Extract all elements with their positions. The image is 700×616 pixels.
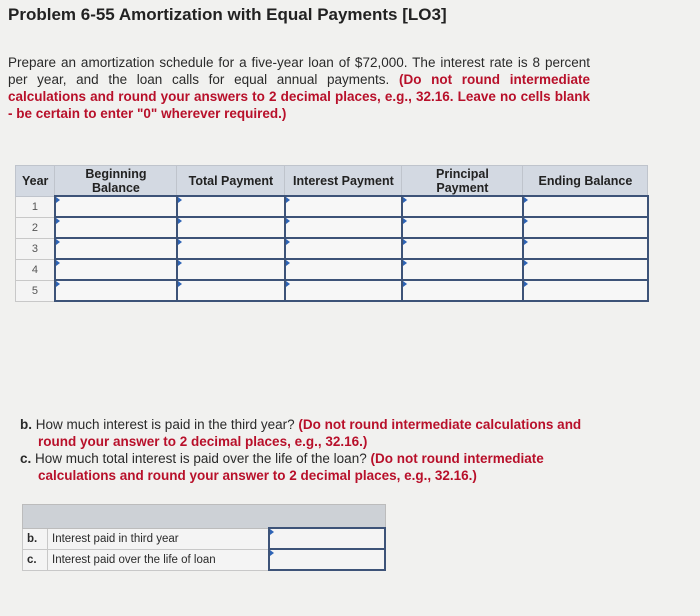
col-header-interest-payment: Interest Payment	[285, 166, 402, 197]
col-header-principal-payment: Principal Payment	[402, 166, 523, 197]
beginning-balance-input[interactable]	[55, 280, 177, 301]
beginning-balance-input[interactable]	[55, 259, 177, 280]
table-row	[16, 196, 648, 217]
beginning-balance-input[interactable]	[55, 217, 177, 238]
total-payment-input[interactable]	[177, 238, 285, 259]
total-payment-input[interactable]	[177, 259, 285, 280]
table-row	[16, 217, 648, 238]
col-header-ending-balance: Ending Balance	[523, 166, 648, 197]
principal-payment-input[interactable]	[402, 238, 523, 259]
question-b-label: b.	[20, 417, 32, 432]
answers-header	[23, 505, 386, 529]
ending-balance-input[interactable]	[523, 280, 648, 301]
table-row	[16, 259, 648, 280]
ending-balance-input[interactable]	[523, 217, 648, 238]
interest-payment-input[interactable]	[285, 196, 402, 217]
ending-balance-input[interactable]	[523, 259, 648, 280]
ending-balance-input[interactable]	[523, 238, 648, 259]
page-title: Problem 6-55 Amortization with Equal Payments [LO3]	[8, 5, 447, 24]
instructions	[8, 54, 590, 122]
year-cell: 4	[16, 259, 55, 280]
col-header-year: Year	[16, 166, 55, 197]
question-c-text: How much total interest is paid over the life of the loan?	[35, 451, 367, 466]
ending-balance-input[interactable]	[523, 196, 648, 217]
col-header-beginning-balance: Beginning Balance	[55, 166, 177, 197]
table-row	[16, 280, 648, 301]
year-cell: 2	[16, 217, 55, 238]
interest-payment-input[interactable]	[285, 217, 402, 238]
answer-b-input[interactable]	[269, 528, 385, 549]
col-header-total-payment: Total Payment	[177, 166, 285, 197]
answer-c-input[interactable]	[269, 549, 385, 570]
interest-payment-input[interactable]	[285, 280, 402, 301]
year-cell: 3	[16, 238, 55, 259]
interest-payment-input[interactable]	[285, 259, 402, 280]
year-cell: 1	[16, 196, 55, 217]
total-payment-input[interactable]	[177, 280, 285, 301]
principal-payment-input[interactable]	[402, 259, 523, 280]
amortization-table	[15, 165, 649, 302]
answers-table	[22, 504, 386, 571]
answer-c-text: Interest paid over the life of loan	[48, 549, 270, 570]
question-b-emphasis: (Do not round intermediate calculations and round your answer to 2 decimal places, e.g., 32.16.)	[38, 417, 582, 449]
total-payment-input[interactable]	[177, 196, 285, 217]
question-c-label: c.	[20, 451, 32, 466]
instructions-text: Prepare an amortization schedule for a five-year loan of $72,000. The interest rate is 8 percent per year, and the loan calls for equal annual payments.	[8, 55, 590, 87]
principal-payment-input[interactable]	[402, 196, 523, 217]
answer-b-text: Interest paid in third year	[48, 528, 270, 549]
question-c	[20, 450, 595, 484]
principal-payment-input[interactable]	[402, 280, 523, 301]
beginning-balance-input[interactable]	[55, 196, 177, 217]
answer-b-label: b.	[23, 528, 48, 549]
interest-payment-input[interactable]	[285, 238, 402, 259]
year-cell: 5	[16, 280, 55, 301]
total-payment-input[interactable]	[177, 217, 285, 238]
question-b	[20, 416, 595, 450]
principal-payment-input[interactable]	[402, 217, 523, 238]
question-b-text: How much interest is paid in the third year?	[35, 417, 295, 432]
answer-c-label: c.	[23, 549, 48, 570]
table-row	[16, 238, 648, 259]
instructions-emphasis: (Do not round intermediate calculations and round your answers to 2 decimal places, e.g., 32.16. Leave no cells blank - be certain to enter "0" wherever required.)	[8, 72, 590, 121]
questions	[20, 416, 595, 484]
beginning-balance-input[interactable]	[55, 238, 177, 259]
question-c-emphasis: (Do not round intermediate calculations and round your answer to 2 decimal places, e.g., 32.16.)	[38, 451, 544, 483]
